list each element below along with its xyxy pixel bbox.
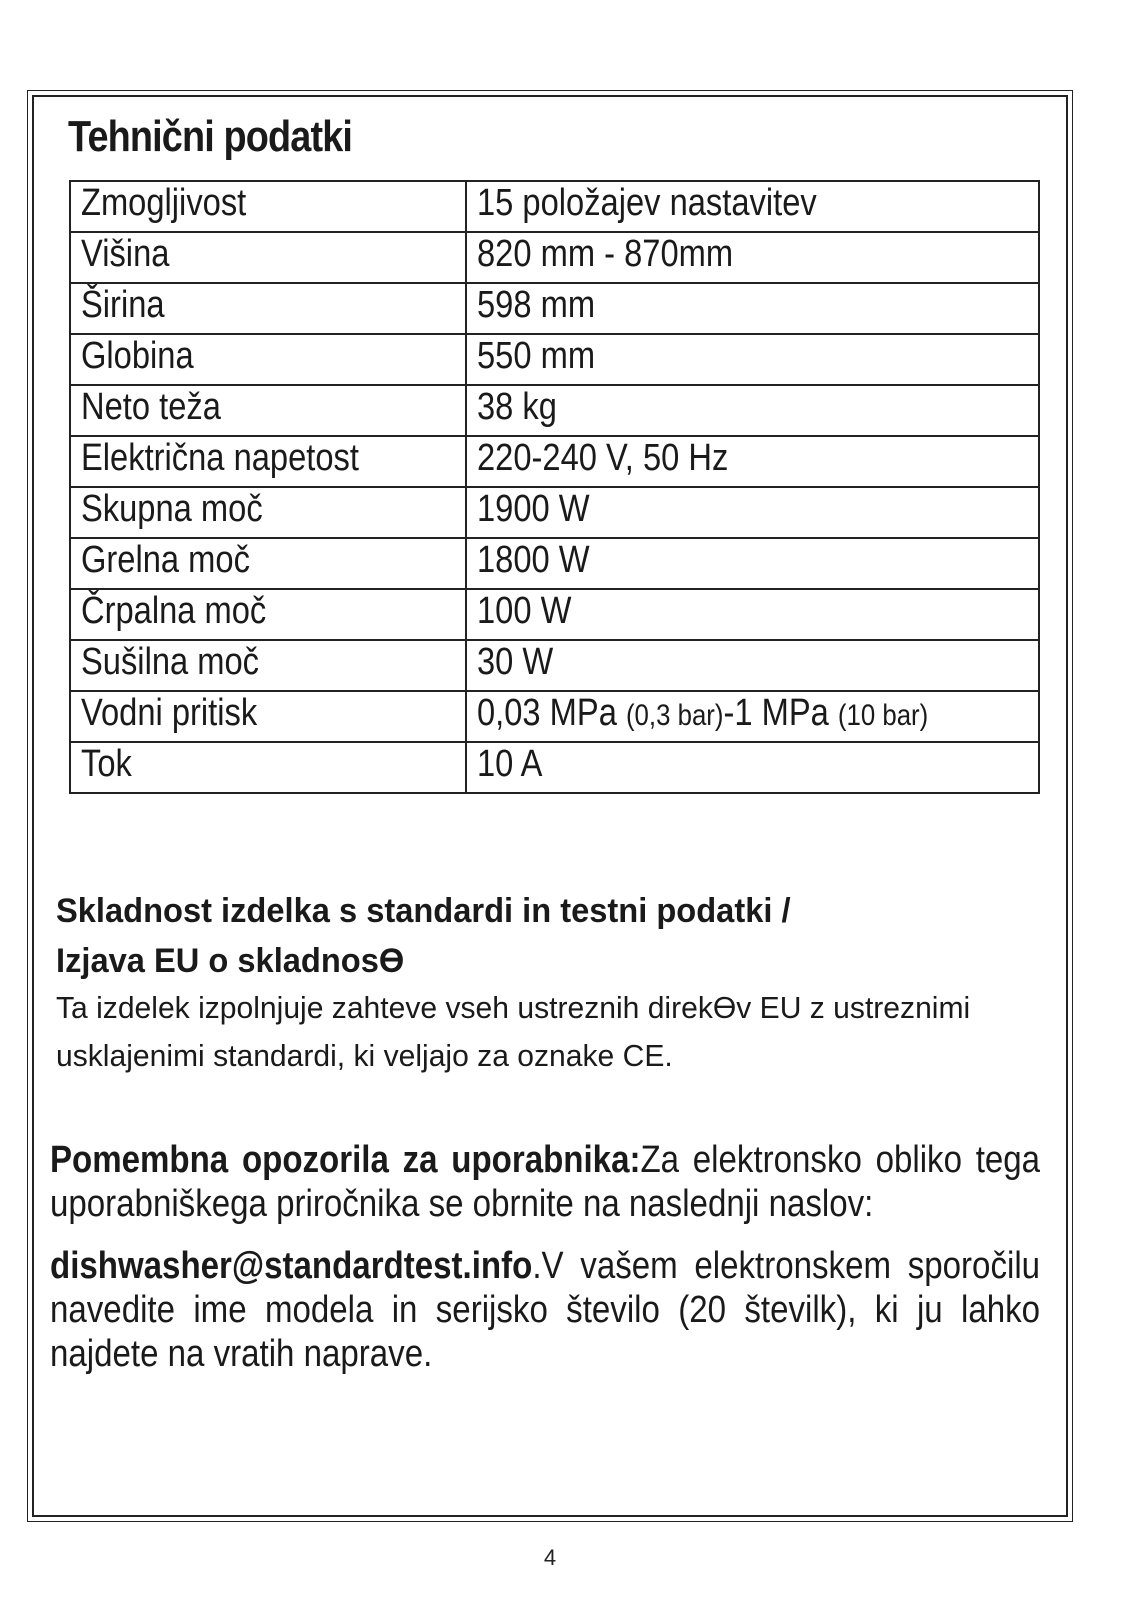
spec-value: 550 mm [477, 335, 596, 377]
spec-value: 1800 W [477, 539, 590, 581]
table-row [70, 589, 1039, 640]
spec-value: 15 položajev nastavitev [477, 182, 817, 224]
spec-label: Grelna moč [81, 539, 250, 581]
spec-label: Globina [81, 335, 194, 377]
spec-label: Neto teža [81, 386, 221, 428]
conformity-title-line1: Skladnost izdelka s standardi in testni podatki / [56, 892, 791, 930]
spec-label: Skupna moč [81, 488, 263, 530]
spec-value: 0,03 MPa (0,3 bar)-1 MPa (10 bar) [477, 692, 929, 734]
spec-label: Širina [81, 284, 165, 326]
table-row [70, 283, 1039, 334]
spec-value: 30 W [477, 641, 554, 683]
user-notice-paragraph [50, 1138, 1040, 1226]
table-row [70, 487, 1039, 538]
conformity-text-line1: Ta izdelek izpolnjuje zahteve vseh ustreznih direkƟv EU z ustreznimi [56, 990, 971, 1025]
email-paragraph [50, 1244, 1040, 1376]
table-row [70, 538, 1039, 589]
conformity-title-line2: Izjava EU o skladnosϴ [56, 942, 405, 980]
spec-value: 598 mm [477, 284, 596, 326]
spec-value: 100 W [477, 590, 572, 632]
spec-value: 38 kg [477, 386, 557, 428]
table-row [70, 181, 1039, 232]
notice-text: Za elektronsko obliko tega uporabniškega priročnika se obrnite na naslednji naslov: [50, 1139, 1041, 1225]
table-row [70, 436, 1039, 487]
page-number: 4 [543, 1545, 557, 1570]
spec-table [69, 180, 1040, 794]
spec-value: 1900 W [477, 488, 590, 530]
spec-value: 820 mm - 870mm [477, 233, 734, 275]
table-row [70, 334, 1039, 385]
spec-value: 10 A [477, 743, 543, 785]
notice-heading: Pomembna opozorila za uporabnika: [50, 1139, 641, 1181]
spec-value: 220-240 V, 50 Hz [477, 437, 729, 479]
table-row [70, 232, 1039, 283]
conformity-text-line2: usklajenimi standardi, ki veljajo za oznake CE. [56, 1038, 673, 1073]
spec-label: Zmogljivost [81, 182, 247, 224]
spec-label: Črpalna moč [81, 590, 267, 632]
table-row [70, 640, 1039, 691]
spec-label: Vodni pritisk [81, 692, 258, 734]
email-link[interactable]: dishwasher@standardtest.info [50, 1245, 533, 1287]
spec-label: Tok [81, 743, 132, 785]
email-instructions: .V vašem elektronskem sporočilu navedite ime modela in serijsko število (20 številk), ki ju lahko najdete na vratih naprave. [50, 1245, 1041, 1375]
table-row [70, 742, 1039, 793]
page-title: Tehnični podatki [68, 112, 353, 161]
spec-label: Višina [81, 233, 170, 275]
table-row [70, 691, 1039, 742]
spec-label: Električna napetost [81, 437, 359, 479]
spec-label: Sušilna moč [81, 641, 260, 683]
table-row [70, 385, 1039, 436]
